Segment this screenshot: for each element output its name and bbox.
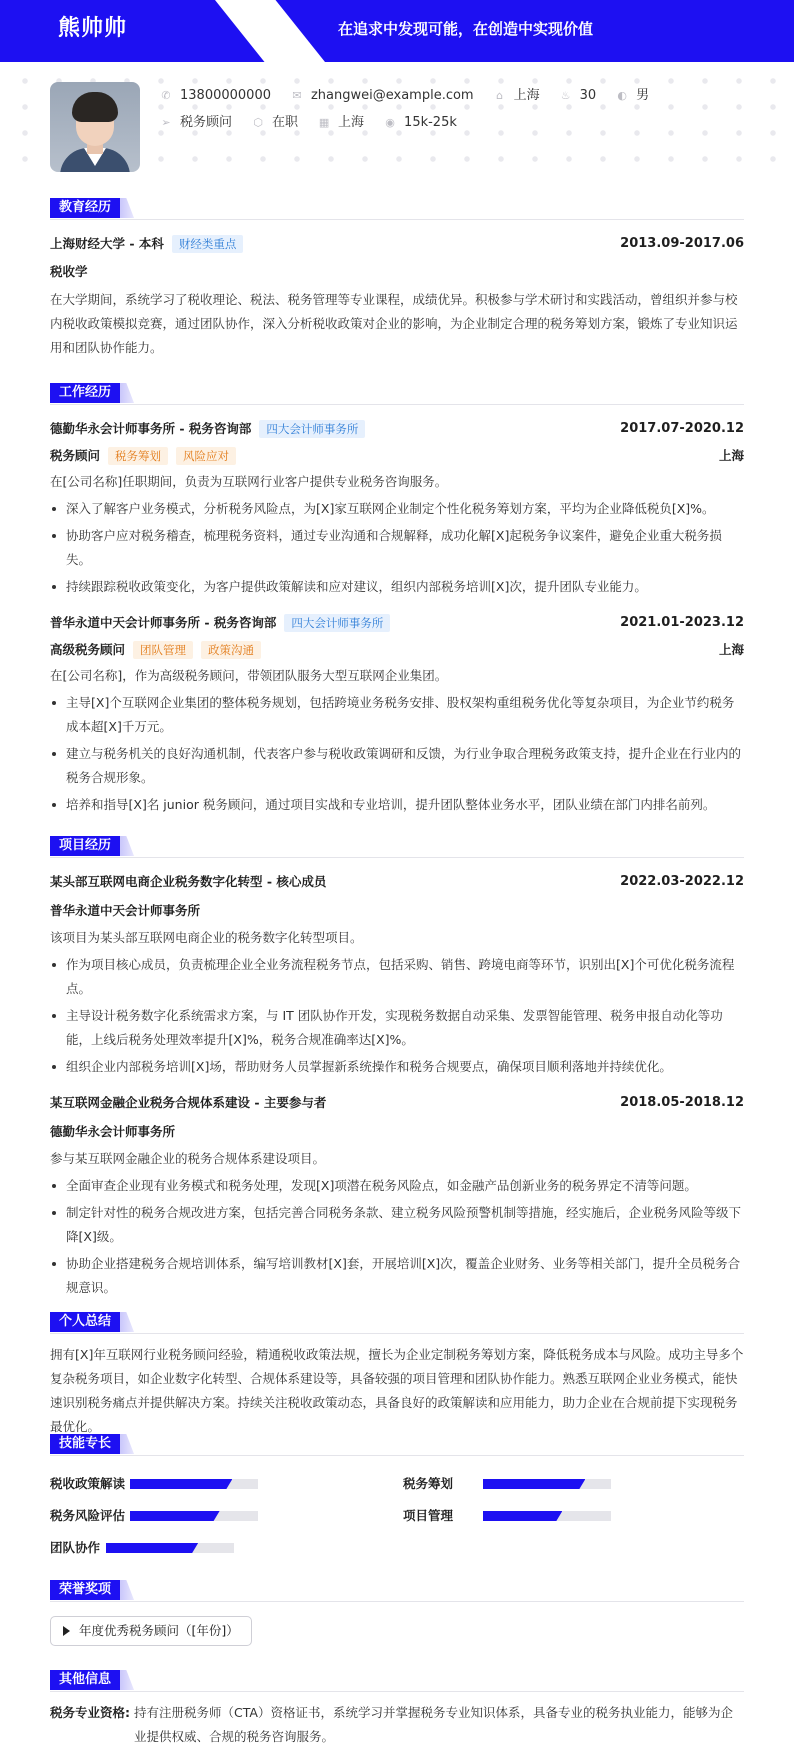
summary-section	[50, 1312, 744, 1439]
project-entry	[50, 1093, 744, 1300]
job-entry	[50, 419, 744, 599]
gender-value: 男	[636, 88, 650, 103]
school-tag: 财经类重点	[172, 235, 244, 253]
section-title: 荣誉奖项	[50, 1580, 120, 1600]
avatar	[50, 82, 140, 172]
role-tag: 税务筹划	[108, 447, 168, 465]
hexagon-icon: ⬡	[253, 116, 263, 130]
job-company: 普华永道中天会计师事务所 - 税务咨询部	[50, 615, 277, 631]
list-item: 持续跟踪税收政策变化，为客户提供政策解读和应对建议，组织内部税务培训[X]次，提升团队专业能力。	[50, 575, 744, 599]
building-icon: ▦	[318, 116, 330, 130]
project-date: 2022.03-2022.12	[620, 874, 744, 889]
section-title: 工作经历	[50, 383, 120, 403]
skill-bar	[483, 1479, 611, 1489]
skill-item	[403, 1506, 611, 1526]
education-date: 2013.09-2017.06	[620, 236, 744, 251]
skill-label: 税务风险评估	[50, 1508, 126, 1523]
skill-bar-fill	[483, 1511, 562, 1521]
list-item: 建立与税务机关的良好沟通机制，代表客户参与税收政策调研和反馈，为行业争取合理税务政策支持，提升企业在行业内的税务合规形象。	[50, 742, 744, 790]
list-item: 培养和指导[X]名 junior 税务顾问，通过项目实战和专业培训，提升团队整体业务水平，团队业绩在部门内排名前列。	[50, 793, 744, 817]
skill-bar	[106, 1543, 234, 1553]
contact-row	[160, 86, 669, 107]
phone-item	[160, 86, 271, 107]
skill-item	[50, 1506, 258, 1526]
project-org: 普华永道中天会计师事务所	[50, 902, 201, 918]
project-date: 2018.05-2018.12	[620, 1094, 744, 1110]
candidate-motto: 在追求中发现可能，在创造中实现价值	[338, 20, 594, 38]
list-item: 协助企业搭建税务合规培训体系，编写培训教材[X]套，开展培训[X]次，覆盖企业财务、业务等相关部门，提升全员税务合规意识。	[50, 1252, 744, 1300]
job-company: 德勤华永会计师事务所 - 税务咨询部	[50, 421, 252, 437]
status-item	[252, 113, 298, 134]
section-title: 技能专长	[50, 1434, 120, 1454]
skill-bar	[130, 1511, 258, 1521]
candidate-name: 熊帅帅	[58, 16, 128, 41]
school-name: 上海财经大学 - 本科	[50, 236, 164, 252]
list-item: 深入了解客户业务模式，分析税务风险点，为[X]家互联网企业制定个性化税务筹划方案，平均为企业降低税负[X]%。	[50, 497, 744, 521]
list-item: 协助客户应对税务稽查，梳理税务资料，通过专业沟通和合规解释，成功化解[X]起税务争议案件，避免企业重大税务损失。	[50, 524, 744, 572]
section-title: 个人总结	[50, 1312, 120, 1332]
mail-icon: ✉	[292, 89, 302, 103]
section-title: 教育经历	[50, 198, 120, 218]
gender-icon: ◐	[617, 89, 627, 103]
role-tag: 政策沟通	[201, 641, 261, 659]
project-entry	[50, 872, 744, 1079]
job-date: 2021.01-2023.12	[620, 614, 744, 630]
role-tag: 风险应对	[176, 447, 236, 465]
project-summary: 该项目为某头部互联网电商企业的税务数字化转型项目。	[50, 929, 363, 945]
skill-bar	[483, 1511, 611, 1521]
project-summary: 参与某互联网金融企业的税务合规体系建设项目。	[50, 1150, 326, 1166]
age-item	[560, 86, 597, 107]
resume-header	[0, 0, 794, 62]
other-label: 税务专业资格:	[50, 1705, 130, 1720]
email-value: zhangwei@example.com	[310, 88, 474, 103]
job-role: 高级税务顾问	[50, 641, 126, 657]
skill-bar-fill	[483, 1479, 585, 1489]
list-item: 主导[X]个互联网企业集团的整体税务规划，包括跨境业务税务安排、股权架构重组税务优化等复杂项目，为企业节约税务成本超[X]千万元。	[50, 691, 744, 739]
awards-section	[50, 1580, 744, 1646]
job-summary: 在[公司名称]，作为高级税务顾问，带领团队服务大型互联网企业集团。	[50, 667, 448, 683]
job-date: 2017.07-2020.12	[620, 421, 744, 436]
header-divider-shape	[215, 0, 325, 62]
salary-value: 15k-25k	[404, 115, 457, 130]
education-desc: 在大学期间，系统学习了税收理论、税法、税务管理等专业课程，成绩优异。积极参与学术研讨和实践活动，曾组织并参与校内税收政策模拟竞赛，通过团队协作，深入分析税收政策对企业的影响，为企业制定合理的税务筹划方案，锻炼了专业知识运用和团队协作能力。	[50, 291, 738, 355]
target-city-item	[318, 113, 364, 134]
cake-icon: ♨	[560, 89, 571, 103]
skill-item	[403, 1474, 611, 1494]
city-item	[494, 86, 540, 107]
phone-icon: ✆	[161, 89, 171, 103]
company-tag: 四大会计师事务所	[259, 420, 365, 438]
job-summary: 在[公司名称]任职期间，负责为互联网行业客户提供专业税务咨询服务。	[50, 473, 448, 489]
skill-label: 团队协作	[50, 1540, 101, 1555]
list-item: 主导设计税务数字化系统需求方案，与 IT 团队协作开发，实现税务数据自动采集、发票智能管理、税务申报自动化等功能，上线后税务处理效率提升[X]%，税务合规准确率达[X]%。	[50, 1004, 744, 1052]
coin-icon: ◉	[385, 116, 395, 130]
skill-item	[50, 1538, 234, 1558]
status-value: 在职	[272, 115, 299, 130]
city-value: 上海	[513, 88, 540, 103]
target-city-value: 上海	[338, 115, 365, 130]
company-tag: 四大会计师事务所	[284, 614, 390, 632]
list-item: 制定针对性的税务合规改进方案，包括完善合同税务条款、建立税务风险预警机制等措施，经实施后，企业税务风险等级下降[X]级。	[50, 1201, 744, 1249]
skill-label: 税收政策解读	[50, 1476, 126, 1491]
skill-item	[50, 1474, 258, 1494]
summary-text: 拥有[X]年互联网行业税务顾问经验，精通税收政策法规，擅长为企业定制税务筹划方案，降低税务成本与风险。成功主导多个复杂税务项目，如企业数字化转型、合规体系建设等，具备较强的项目管理和团队协作能力。熟悉互联网企业业务模式，能快速识别税务痛点并提供解决方案。持续关注税收政策动态，具备良好的政策解读和应用能力，助力企业在合规前提下实现税务最优化。	[50, 1347, 744, 1434]
job-location: 上海	[718, 447, 744, 463]
skill-bar-fill	[130, 1479, 232, 1489]
phone-value: 13800000000	[180, 88, 271, 103]
salary-item	[384, 113, 457, 134]
job-role: 税务顾问	[50, 447, 101, 463]
award-item[interactable]	[50, 1616, 252, 1646]
skill-label: 项目管理	[403, 1508, 454, 1523]
gender-item	[616, 86, 649, 107]
other-text: 持有注册税务师（CTA）资格证书，系统学习并掌握税务专业知识体系，具备专业的税务执业能力，能够为企业提供权威、合规的税务咨询服务。	[134, 1705, 733, 1744]
project-name: 某头部互联网电商企业税务数字化转型 - 核心成员	[50, 874, 327, 890]
award-label: 年度优秀税务顾问（[年份]）	[79, 1623, 239, 1638]
project-org: 德勤华永会计师事务所	[50, 1123, 176, 1139]
section-title: 项目经历	[50, 836, 120, 856]
profile-block	[0, 62, 794, 180]
others-section	[50, 1670, 744, 1749]
project-name: 某互联网金融企业税务合规体系建设 - 主要参与者	[50, 1095, 327, 1111]
major: 税收学	[50, 263, 88, 279]
role-tag: 团队管理	[133, 641, 193, 659]
list-item: 作为项目核心成员，负责梳理企业全业务流程税务节点，包括采购、销售、跨境电商等环节，识别出[X]个可优化税务流程点。	[50, 953, 744, 1001]
skills-section	[50, 1434, 744, 1554]
job-location: 上海	[718, 641, 744, 657]
list-item: 组织企业内部税务培训[X]场，帮助财务人员掌握新系统操作和税务合规要点，确保项目顺利落地并持续优化。	[50, 1055, 744, 1079]
skill-bar	[130, 1479, 258, 1489]
projects-section	[50, 836, 744, 1300]
section-title: 其他信息	[50, 1670, 120, 1690]
position-item	[160, 113, 232, 134]
home-icon: ⌂	[496, 89, 504, 103]
intent-row	[160, 113, 477, 134]
skill-bar-fill	[106, 1543, 198, 1553]
email-item	[291, 86, 474, 107]
age-value: 30	[579, 88, 597, 103]
work-section	[50, 383, 744, 817]
skill-bar-fill	[130, 1511, 220, 1521]
list-item: 全面审查企业现有业务模式和税务处理，发现[X]项潜在税务风险点，如金融产品创新业务的税务界定不清等问题。	[50, 1174, 744, 1198]
job-entry	[50, 613, 744, 817]
send-icon: ➢	[161, 116, 171, 130]
skill-label: 税务筹划	[403, 1476, 454, 1491]
play-triangle-icon	[63, 1626, 70, 1636]
education-section	[50, 198, 744, 360]
position-value: 税务顾问	[180, 115, 233, 130]
